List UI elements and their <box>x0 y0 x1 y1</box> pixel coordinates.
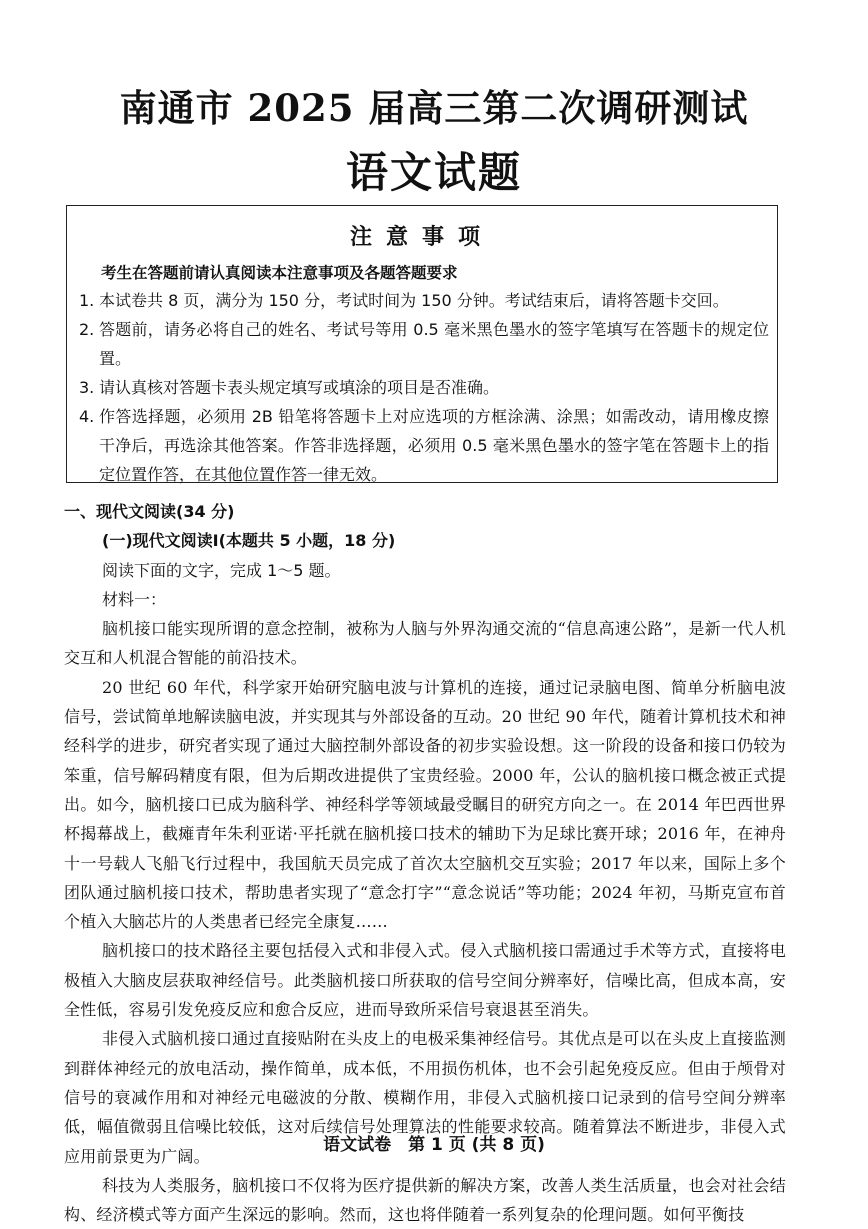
subsection-title: (一)现代文阅读Ⅰ(本题共 5 小题，18 分) <box>102 531 396 551</box>
exam-title: 南通市 2025 届高三第二次调研测试 <box>119 86 749 130</box>
passage-paragraph: 脑机接口能实现所谓的意念控制，被称为人脑与外界沟通交流的“信息高速公路”，是新一代人机交互和人机混合智能的前沿技术。 <box>64 619 786 668</box>
notice-item-number: 3. <box>79 378 95 397</box>
notice-item <box>79 286 769 315</box>
page-footer: 语文试卷 第 1 页 (共 8 页) <box>323 1135 545 1155</box>
notice-item-text: 答题前，请务必将自己的姓名、考试号等用 0.5 毫米黑色墨水的签字笔填写在答题卡的规定位置。 <box>99 320 769 368</box>
notice-item-number: 1. <box>79 291 95 310</box>
reading-instruction: 阅读下面的文字，完成 1～5 题。 <box>102 560 341 580</box>
notice-item-text: 请认真核对答题卡表头规定填写或填涂的项目是否准确。 <box>99 378 500 397</box>
notice-box <box>66 205 778 483</box>
passage-paragraph: 脑机接口的技术路径主要包括侵入式和非侵入式。侵入式脑机接口需通过手术等方式，直接将电极植入大脑皮层获取神经信号。此类脑机接口所获取的信号空间分辨率好，信噪比高，但成本高，安全性低，容易引发免疫反应和愈合反应，进而导致所采信号衰退甚至消失。 <box>64 941 786 1020</box>
notice-intro: 考生在答题前请认真阅读本注意事项及各题答题要求 <box>101 264 458 282</box>
reading-section <box>64 497 786 1229</box>
section-title: 一、现代文阅读(34 分) <box>64 502 235 521</box>
material-label: 材料一： <box>102 589 167 609</box>
notice-item <box>79 315 769 373</box>
notice-item-text: 作答选择题，必须用 2B 铅笔将答题卡上对应选项的方框涂满、涂黑；如需改动，请用橡皮擦干净后，再选涂其他答案。作答非选择题，必须用 0.5 毫米黑色墨水的签字笔在答题卡上的指定位置作答，在其他位置作答一律无效。 <box>99 407 769 484</box>
passage-paragraph: 科技为人类服务，脑机接口不仅将为医疗提供新的解决方案，改善人类生活质量，也会对社会结构、经济模式等方面产生深远的影响。然而，这也将伴随着一系列复杂的伦理问题。如何平衡技 <box>64 1175 786 1225</box>
notice-item-text: 本试卷共 8 页，满分为 150 分，考试时间为 150 分钟。考试结束后，请将答题卡交回。 <box>99 291 729 310</box>
notice-item <box>79 402 769 489</box>
notice-item-number: 4. <box>79 407 95 426</box>
exam-subtitle: 语文试题 <box>345 148 522 197</box>
notice-item <box>79 373 769 402</box>
notice-item-number: 2. <box>79 320 95 339</box>
notice-list <box>79 286 769 489</box>
passage-paragraph: 非侵入式脑机接口通过直接贴附在头皮上的电极采集神经信号。其优点是可以在头皮上直接监测到群体神经元的放电活动，操作简单，成本低，不用损伤机体，也不会引起免疫反应。但由于颅骨对信号的衰减作用和对神经元电磁波的分散、模糊作用，非侵入式脑机接口记录到的信号空间分辨率低，幅值微弱且信噪比较低，这对后续信号处理算法的性能要求较高。随着算法不断进步，非侵入式应用前景更为广阔。 <box>64 1029 786 1166</box>
passage-paragraph: 20 世纪 60 年代，科学家开始研究脑电波与计算机的连接，通过记录脑电图、简单分析脑电波信号，尝试简单地解读脑电波，并实现其与外部设备的互动。20 世纪 90 年代，随着计算机技术和神经科学的进步，研究者实现了通过大脑控制外部设备的初步实验设想。这一阶段的设备和接口仍较为笨重，信号解码精度有限，但为后期改进提供了宝贵经验。2000 年，公认的脑机接口概念被正式提出。如今，脑机接口已成为脑科学、神经科学等领域最受瞩目的研究方向之一。在 2014 年巴西世界杯揭幕战上，截瘫青年朱利亚诺·平托就在脑机接口技术的辅助下为足球比赛开球；2016 年，在神舟十一号载人飞船飞行过程中，我国航天员完成了首次太空脑机交互实验；2017 年以来，国际上多个团队通过脑机接口技术，帮助患者实现了“意念打字”“意念说话”等功能；2024 年初，马斯克宣布首个植入大脑芯片的人类患者已经完全康复…… <box>64 677 786 932</box>
notice-title: 注意事项 <box>349 225 494 250</box>
